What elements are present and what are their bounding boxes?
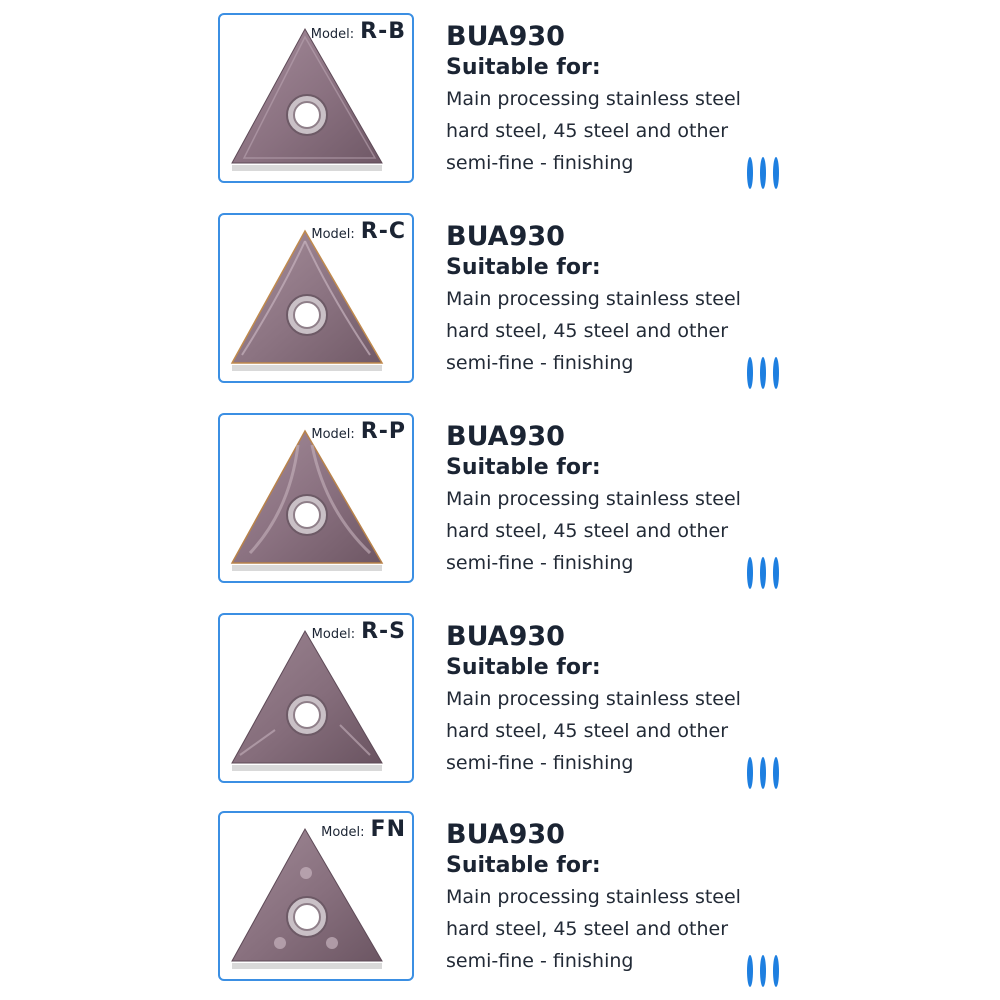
model-tag (321, 817, 406, 842)
product-title: BUA930 (446, 819, 565, 850)
product-image-card (218, 213, 414, 383)
suitable-for-heading: Suitable for: (446, 55, 601, 80)
description-line: semi-fine - finishing (446, 152, 634, 174)
description-line: Main processing stainless steel (446, 886, 741, 908)
product-info (446, 622, 741, 779)
product-image-card (218, 13, 414, 183)
description-line: semi-fine - finishing (446, 752, 634, 774)
product-image-card (218, 413, 414, 583)
model-tag (312, 619, 406, 644)
suitable-for-heading: Suitable for: (446, 455, 601, 480)
model-code: R-S (361, 619, 406, 644)
model-code: R-B (360, 19, 406, 44)
description-line: hard steel, 45 steel and other (446, 120, 729, 142)
description-line: Main processing stainless steel (446, 488, 741, 510)
suitable-for-heading: Suitable for: (446, 655, 601, 680)
model-label: Model: (310, 27, 355, 42)
product-title: BUA930 (446, 621, 565, 652)
product-row (0, 800, 1000, 1000)
description-line: hard steel, 45 steel and other (446, 520, 729, 542)
description-line: hard steel, 45 steel and other (446, 320, 729, 342)
product-image-card (218, 811, 414, 981)
model-label: Model: (311, 627, 356, 642)
product-row (0, 600, 1000, 800)
product-info (446, 22, 741, 179)
description-line: Main processing stainless steel (446, 88, 741, 110)
triple-bar-icon (746, 954, 780, 988)
description-line: hard steel, 45 steel and other (446, 720, 729, 742)
model-label: Model: (311, 427, 355, 442)
model-tag (311, 19, 406, 44)
product-image-card (218, 613, 414, 783)
model-tag (311, 219, 406, 244)
model-code: R-P (360, 419, 406, 444)
description-line: semi-fine - finishing (446, 352, 634, 374)
model-label: Model: (311, 227, 355, 242)
model-code: R-C (360, 219, 406, 244)
triple-bar-icon (746, 356, 780, 390)
model-tag (311, 419, 406, 444)
product-row (0, 200, 1000, 400)
description-line: Main processing stainless steel (446, 288, 741, 310)
description-line: semi-fine - finishing (446, 552, 634, 574)
product-info (446, 222, 741, 379)
product-info (446, 422, 741, 579)
description-line: Main processing stainless steel (446, 688, 741, 710)
product-title: BUA930 (446, 421, 565, 452)
suitable-for-heading: Suitable for: (446, 255, 601, 280)
suitable-for-heading: Suitable for: (446, 853, 601, 878)
triple-bar-icon (746, 556, 780, 590)
model-label: Model: (321, 825, 365, 840)
model-code: FN (370, 817, 406, 842)
product-title: BUA930 (446, 221, 565, 252)
description-line: semi-fine - finishing (446, 950, 634, 972)
triple-bar-icon (746, 756, 780, 790)
product-row (0, 0, 1000, 200)
triple-bar-icon (746, 156, 780, 190)
product-title: BUA930 (446, 21, 565, 52)
description-line: hard steel, 45 steel and other (446, 918, 729, 940)
product-info (446, 820, 741, 977)
product-row (0, 400, 1000, 600)
